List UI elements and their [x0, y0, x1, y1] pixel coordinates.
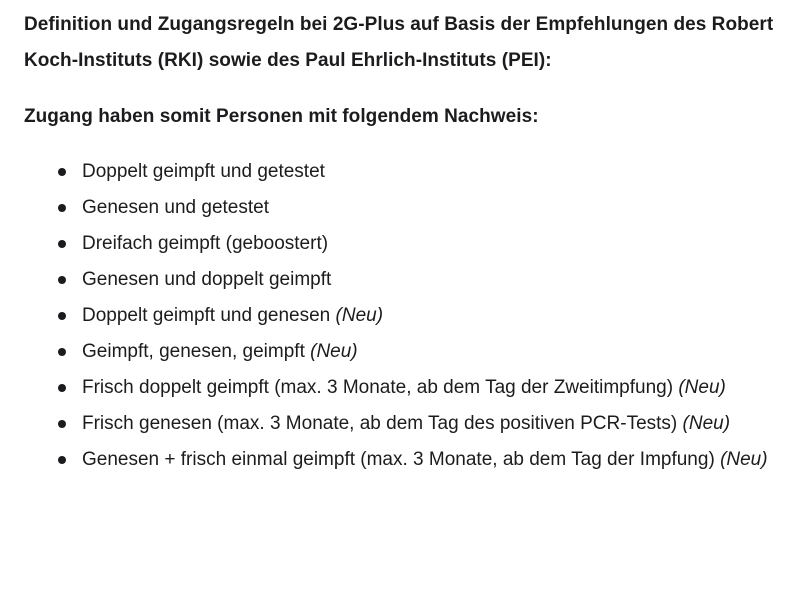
list-item	[56, 226, 776, 262]
new-note: (Neu)	[720, 449, 768, 470]
item-text: Genesen und getestet	[82, 197, 269, 218]
access-heading: Zugang haben somit Personen mit folgendem Nachweis:	[24, 106, 539, 127]
new-note: (Neu)	[678, 377, 726, 398]
list-item	[56, 334, 776, 370]
item-text: Frisch doppelt geimpft (max. 3 Monate, ab dem Tag der Zweitimpfung)	[82, 377, 674, 398]
list-item	[56, 262, 776, 298]
bullet-icon	[58, 240, 66, 248]
bullet-icon	[58, 456, 66, 464]
bullet-icon	[58, 312, 66, 320]
intro-heading: Definition und Zugangsregeln bei 2G-Plus auf Basis der Empfehlungen des Robert Koch-Instituts (RKI) sowie des Paul Ehrlich-Instituts (PEI):	[24, 14, 774, 71]
list-item	[56, 154, 776, 190]
item-text: Doppelt geimpft und genesen	[82, 305, 331, 326]
item-text: Genesen und doppelt geimpft	[82, 269, 332, 290]
bullet-icon	[58, 384, 66, 392]
item-text: Genesen + frisch einmal geimpft (max. 3 Monate, ab dem Tag der Impfung)	[82, 449, 715, 470]
list-item	[56, 370, 776, 406]
bullet-icon	[58, 348, 66, 356]
bullet-icon	[58, 276, 66, 284]
bullet-icon	[58, 204, 66, 212]
bullet-icon	[58, 420, 66, 428]
proof-list	[56, 154, 776, 478]
bullet-icon	[58, 168, 66, 176]
list-item	[56, 190, 776, 226]
new-note: (Neu)	[682, 413, 731, 434]
item-text: Doppelt geimpft und getestet	[82, 161, 325, 182]
list-item	[56, 406, 776, 442]
item-text: Geimpft, genesen, geimpft	[82, 341, 305, 362]
list-item	[56, 298, 776, 334]
list-item	[56, 442, 776, 478]
item-text: Frisch genesen (max. 3 Monate, ab dem Tag des positiven PCR-Tests)	[82, 413, 678, 434]
item-text: Dreifach geimpft (geboostert)	[82, 233, 329, 254]
new-note: (Neu)	[310, 341, 358, 362]
new-note: (Neu)	[335, 305, 384, 326]
